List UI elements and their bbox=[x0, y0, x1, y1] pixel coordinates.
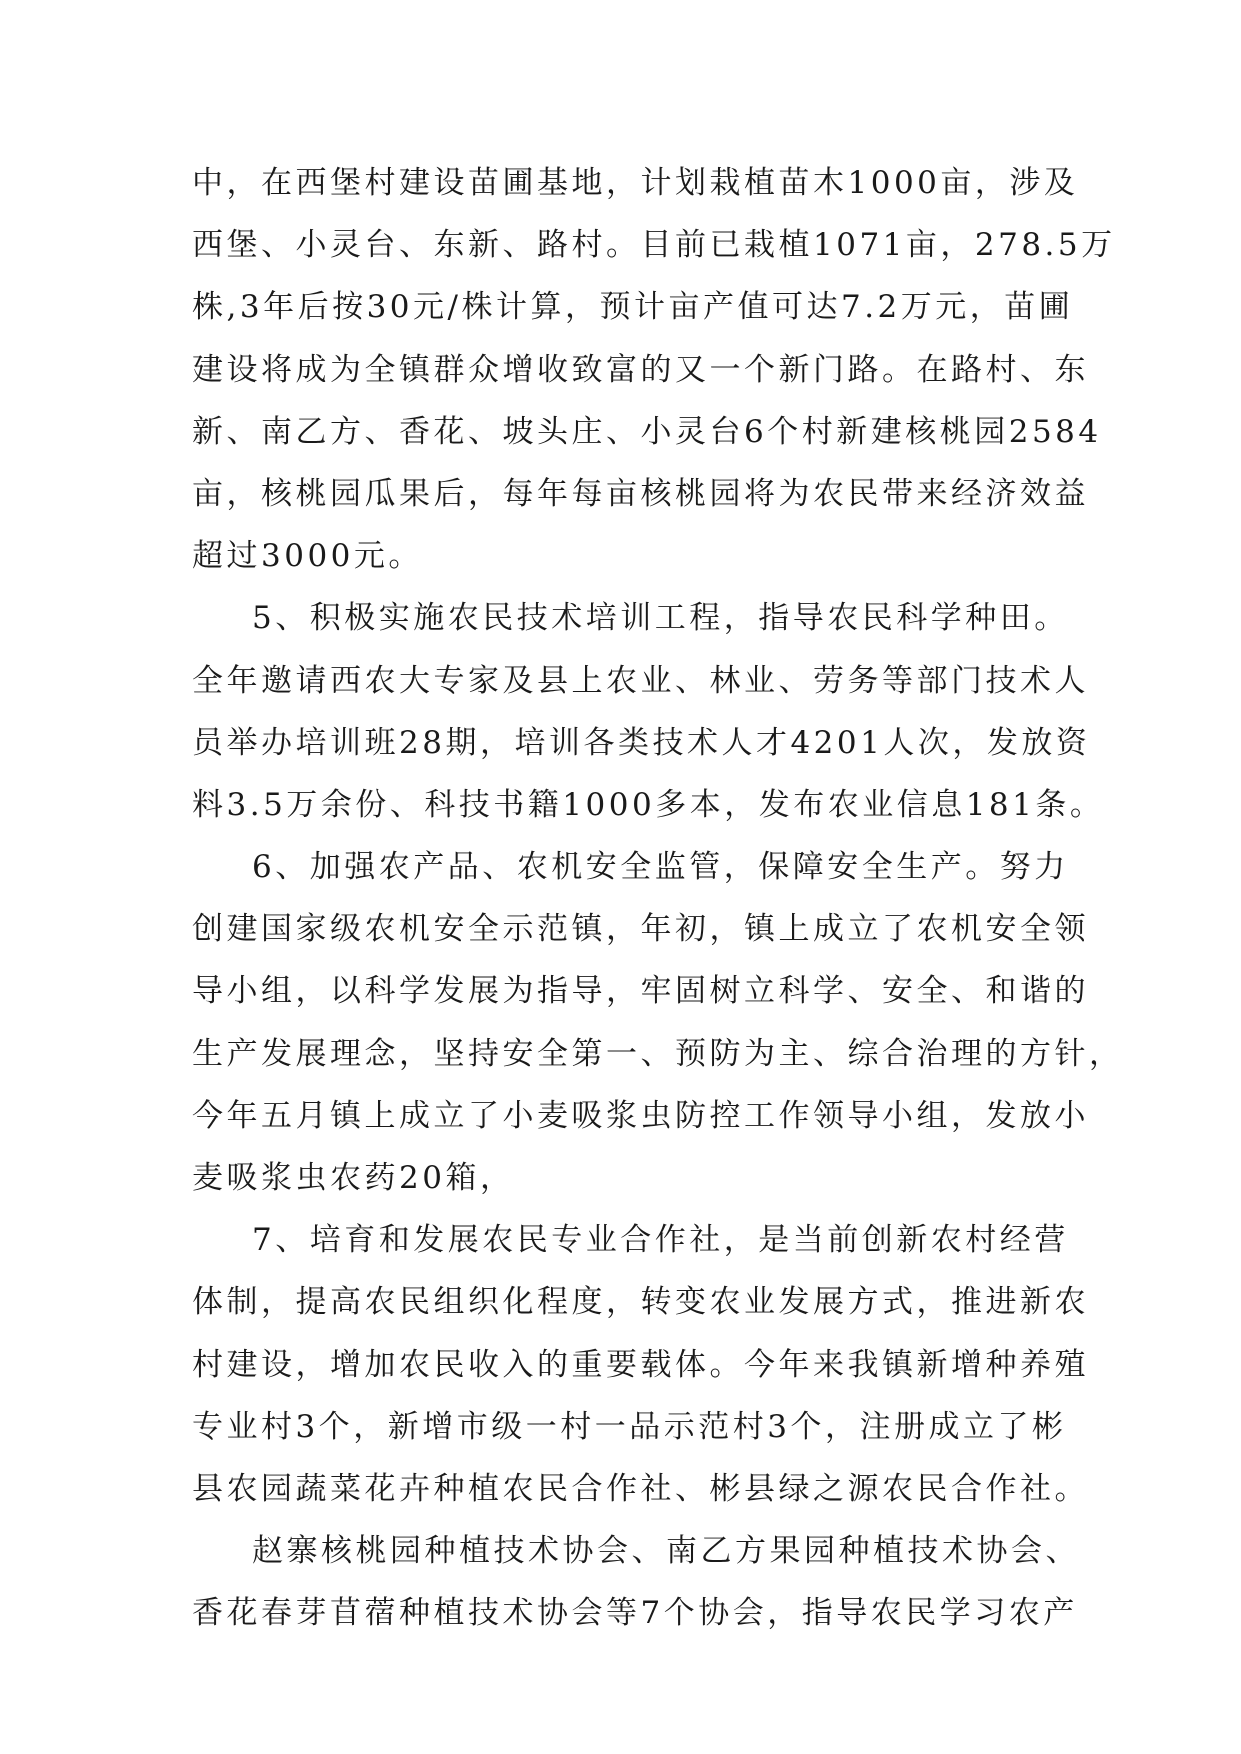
text-line: 建设将成为全镇群众增收致富的又一个新门路。在路村、东 bbox=[192, 351, 1089, 388]
text-line: 今年五月镇上成立了小麦吸浆虫防控工作领导小组，发放小 bbox=[192, 1097, 1089, 1134]
text-line: 麦吸浆虫农药20箱， bbox=[192, 1160, 515, 1196]
text-line: 员举办培训班28期，培训各类技术人才4201人次，发放资 bbox=[192, 724, 1091, 761]
text-line: 新、南乙方、香花、坡头庄、小灵台6个村新建核桃园2584 bbox=[192, 413, 1102, 450]
text-line: 株,3年后按30元/株计算，预计亩产值可达7.2万元，苗圃 bbox=[192, 289, 1074, 326]
text-line: 创建国家级农机安全示范镇，年初，镇上成立了农机安全领 bbox=[192, 911, 1089, 948]
text-line: 村建设，增加农民收入的重要载体。今年来我镇新增种养殖 bbox=[192, 1346, 1089, 1383]
text-line: 生产发展理念，坚持安全第一、预防为主、综合治理的方针， bbox=[192, 1035, 1124, 1072]
text-line: 县农园蔬菜花卉种植农民合作社、彬县绿之源农民合作社。 bbox=[192, 1470, 1089, 1507]
paragraph-start-line: 5、积极实施农民技术培训工程，指导农民科学种田。 bbox=[252, 600, 1069, 637]
text-line: 超过3000元。 bbox=[192, 538, 423, 575]
text-line: 专业村3个，新增市级一村一品示范村3个，注册成立了彬 bbox=[192, 1408, 1067, 1445]
text-line: 西堡、小灵台、东新、路村。目前已栽植1071亩，278.5万 bbox=[192, 227, 1116, 264]
text-line: 香花春芽苜蓿种植技术协会等7个协会，指导农民学习农产 bbox=[192, 1595, 1078, 1632]
text-line: 全年邀请西农大专家及县上农业、林业、劳务等部门技术人 bbox=[192, 662, 1089, 699]
paragraph-start-line: 6、加强农产品、农机安全监管，保障安全生产。努力 bbox=[252, 849, 1069, 886]
paragraph-start-line: 赵寨核桃园种植技术协会、南乙方果园种植技术协会、 bbox=[252, 1533, 1080, 1570]
paragraph-start-line: 7、培育和发展农民专业合作社，是当前创新农村经营 bbox=[252, 1222, 1069, 1259]
text-line: 导小组，以科学发展为指导，牢固树立科学、安全、和谐的 bbox=[192, 973, 1089, 1010]
text-line: 体制，提高农民组织化程度，转变农业发展方式，推进新农 bbox=[192, 1284, 1089, 1321]
document-body bbox=[192, 152, 1124, 1645]
text-line: 亩，核桃园瓜果后，每年每亩核桃园将为农民带来经济效益 bbox=[192, 475, 1089, 512]
text-line: 中，在西堡村建设苗圃基地，计划栽植苗木1000亩，涉及 bbox=[192, 165, 1079, 201]
text-line: 料3.5万余份、科技书籍1000多本，发布农业信息181条。 bbox=[192, 786, 1105, 823]
